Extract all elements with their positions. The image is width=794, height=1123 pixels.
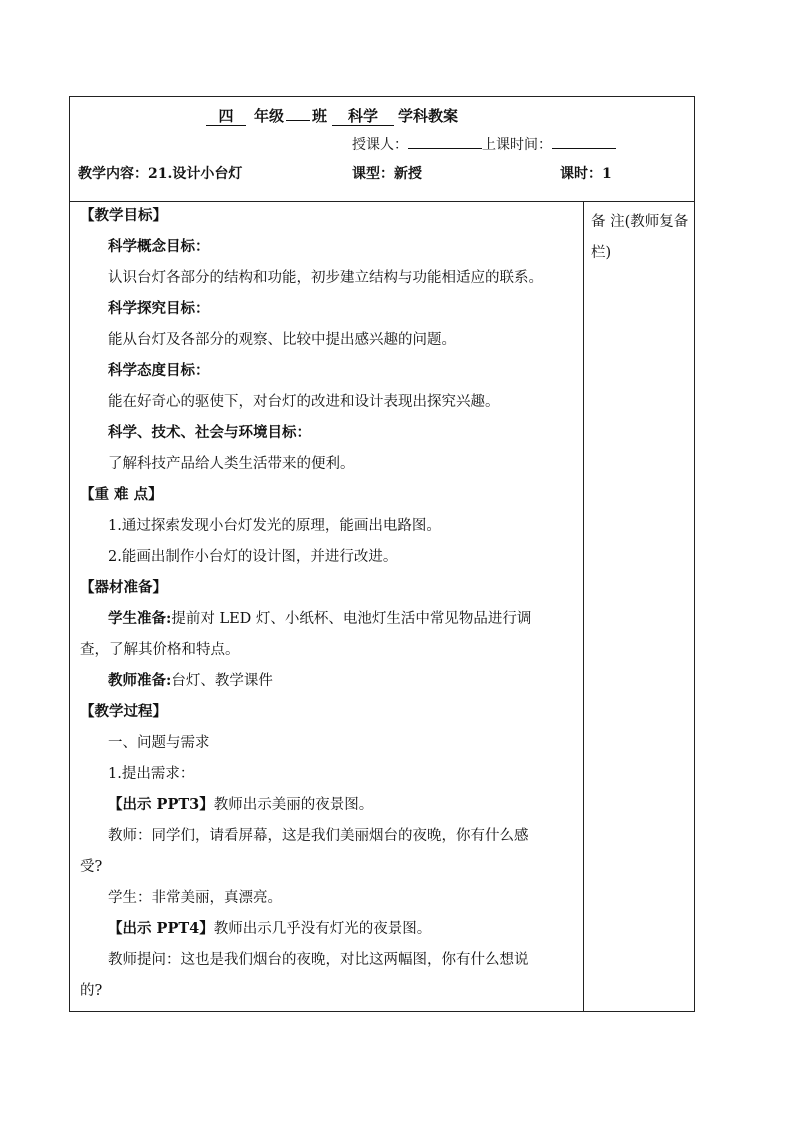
content-line: 教师提问：这也是我们烟台的夜晚，对比这两幅图，你有什么想说 [108, 952, 529, 968]
line-text: 教师出示几乎没有灯光的夜景图。 [213, 921, 432, 937]
content-line: 【器材准备】 [80, 579, 167, 596]
content-line [108, 609, 531, 629]
doc-label: 学科教案 [398, 107, 459, 125]
content-line: 学生：非常美丽，真漂亮。 [108, 890, 282, 906]
content-line: 科学、技术、社会与环境目标： [108, 424, 311, 441]
teacher-blank[interactable] [408, 134, 482, 149]
header-section [70, 97, 694, 202]
subject-value: 科学 [332, 107, 394, 126]
content-line: 科学态度目标： [108, 362, 210, 379]
content-line: 受? [80, 859, 103, 875]
line-label: 【出示 PPT3】 [108, 796, 214, 813]
body-section [70, 201, 694, 1011]
teacher-time-line [352, 134, 616, 154]
content-line: 教师：同学们，请看屏幕，这是我们美丽烟台的夜晚，你有什么感 [108, 828, 529, 844]
content-line: 能从台灯及各部分的观察、比较中提出感兴趣的问题。 [108, 332, 456, 348]
content-line: 1.提出需求： [108, 766, 195, 782]
content-line: 了解科技产品给人类生活带来的便利。 [108, 456, 355, 472]
grade-value: 四 [206, 107, 246, 126]
class-blank [286, 107, 310, 125]
lesson-content: 教学内容：21.设计小台灯 [78, 166, 243, 182]
line-label: 【出示 PPT4】 [108, 920, 214, 937]
line-text: 教师出示美丽的夜景图。 [213, 797, 374, 813]
line-label: 教师准备: [108, 672, 172, 689]
class-label: 班 [312, 107, 328, 125]
time-label: 上课时间： [482, 137, 552, 153]
content-line: 【教学过程】 [80, 703, 167, 720]
lesson-type: 课型：新授 [352, 166, 422, 182]
content-line [108, 919, 431, 939]
content-line [108, 671, 273, 691]
lesson-plan-table [69, 96, 695, 1012]
line-label: 学生准备: [108, 610, 172, 627]
content-line: 查，了解其价格和特点。 [80, 642, 240, 658]
content-line: 2.能画出制作小台灯的设计图，并进行改进。 [108, 549, 398, 565]
content-line: 【重 难 点】 [80, 486, 163, 503]
subject-blank [332, 107, 394, 126]
lesson-hours: 课时：1 [560, 166, 612, 182]
time-blank[interactable] [552, 134, 616, 149]
content-line: 能在好奇心的驱使下，对台灯的改进和设计表现出探究兴趣。 [108, 394, 500, 410]
content-line [108, 795, 373, 815]
content-line: 【教学目标】 [80, 207, 167, 224]
content-line: 一、问题与需求 [108, 735, 210, 751]
content-line: 科学探究目标： [108, 300, 210, 317]
content-line: 的? [80, 983, 103, 999]
line-text: 台灯、教学课件 [171, 673, 273, 689]
content-line: 认识台灯各部分的结构和功能，初步建立结构与功能相适应的联系。 [108, 270, 543, 286]
teacher-notes-label: 备 注(教师复备栏) [591, 214, 689, 261]
line-text: 提前对 LED 灯、小纸杯、电池灯生活中常见物品进行调 [171, 611, 532, 627]
grade-blank [206, 107, 246, 126]
grade-label: 年级 [254, 107, 285, 125]
content-line: 科学概念目标： [108, 238, 210, 255]
content-column [70, 201, 584, 1011]
content-line: 1.通过探索发现小台灯发光的原理，能画出电路图。 [108, 518, 441, 534]
teacher-label: 授课人： [352, 137, 408, 153]
notes-column [583, 201, 693, 1011]
